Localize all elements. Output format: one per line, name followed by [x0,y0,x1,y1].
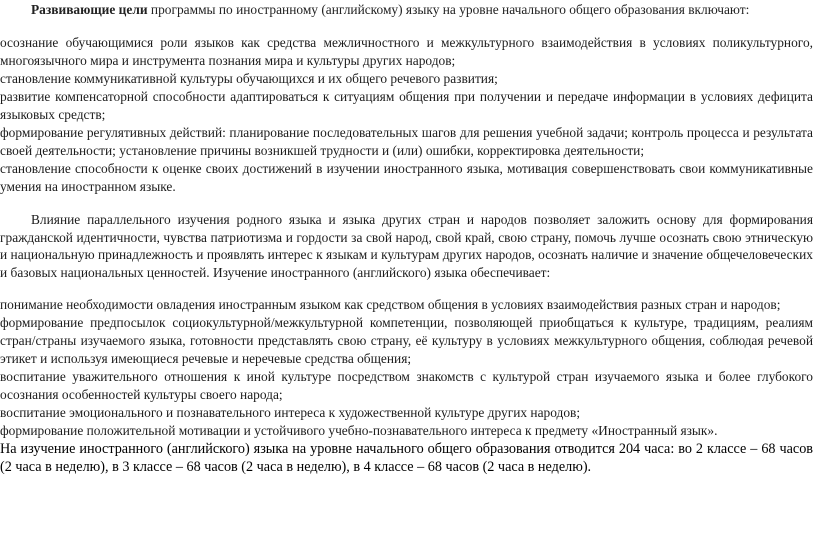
goal-item: осознание обучающимися роли языков как средства межличностного и межкультурного взаимодействия в условиях поликультурного, многоязычного мира и инструмента познания мира и культуры других народов; [0,35,813,68]
provides-item: воспитание эмоционального и познавательного интереса к художественной культуре других народов; [0,405,581,421]
provides-item: формирование положительной мотивации и устойчивого учебно-познавательного интереса к предмету «Иностранный язык». [0,423,718,439]
spacer [0,19,813,34]
goal-item: становление коммуникативной культуры обучающихся и их общего речевого развития; [0,71,498,86]
developmental-goals-list [0,34,813,196]
goal-item: формирование регулятивных действий: планирование последовательных шагов для решения учебной задачи; контроль процесса и результата своей деятельности; установление причины возникшей трудности и (или) ошибки, корректировка деятельности; [0,125,813,158]
hours-allocation-paragraph: На изучение иностранного (английского) языка на уровне начального общего образования отводится 204 часа: во 2 классе – 68 часов (2 часа в неделю), в 3 классе – 68 часов (2 часа в неделю), в 4 классе – 68 часов (2 часа в неделю). [0,441,813,476]
spacer [0,281,813,296]
influence-paragraph: Влияние параллельного изучения родного языка и языка других стран и народов позволяет заложить основу для формирования гражданской идентичности, чувства патриотизма и гордости за свой народ, свой край, свою страну, помочь лучше осознать свою этническую и национальную принадлежность и проявлять интерес к языкам и культурам других народов, осознать наличие и значение общечеловеческих и базовых национальных ценностей. Изучение иностранного (английского) языка обеспечивает: [0,212,813,280]
intro-line [0,1,813,19]
goal-item: становление способности к оценке своих достижений в изучении иностранного языка, мотивация совершенствовать свои коммуникативные умения на иностранном языке. [0,161,813,194]
intro-text: программы по иностранному (английскому) языку на уровне начального общего образования включают: [147,2,750,17]
provides-item: воспитание уважительного отношения к иной культуре посредством знакомств с культурой стран изучаемого языка и более глубокого осознания особенностей культуры своего народа; [0,369,813,403]
spacer [0,196,813,211]
intro-bold-heading: Развивающие цели [31,2,148,17]
provides-item: понимание необходимости овладения иностранным языком как средством общения в условиях взаимодействия разных стран и народов; [0,297,781,313]
provides-item: формирование предпосылок социокультурной/межкультурной компетенции, позволяющей приобщаться к культуре, традициям, реалиям стран/страны изучаемого языка, готовности представлять свою страну, её культуру в условиях межкультурного общения, соблюдая речевой этикет и используя имеющиеся речевые и неречевые средства общения; [0,315,813,367]
provides-list [0,296,813,440]
goal-item: развитие компенсаторной способности адаптироваться к ситуациям общения при получении и передаче информации в условиях дефицита языковых средств; [0,89,813,122]
